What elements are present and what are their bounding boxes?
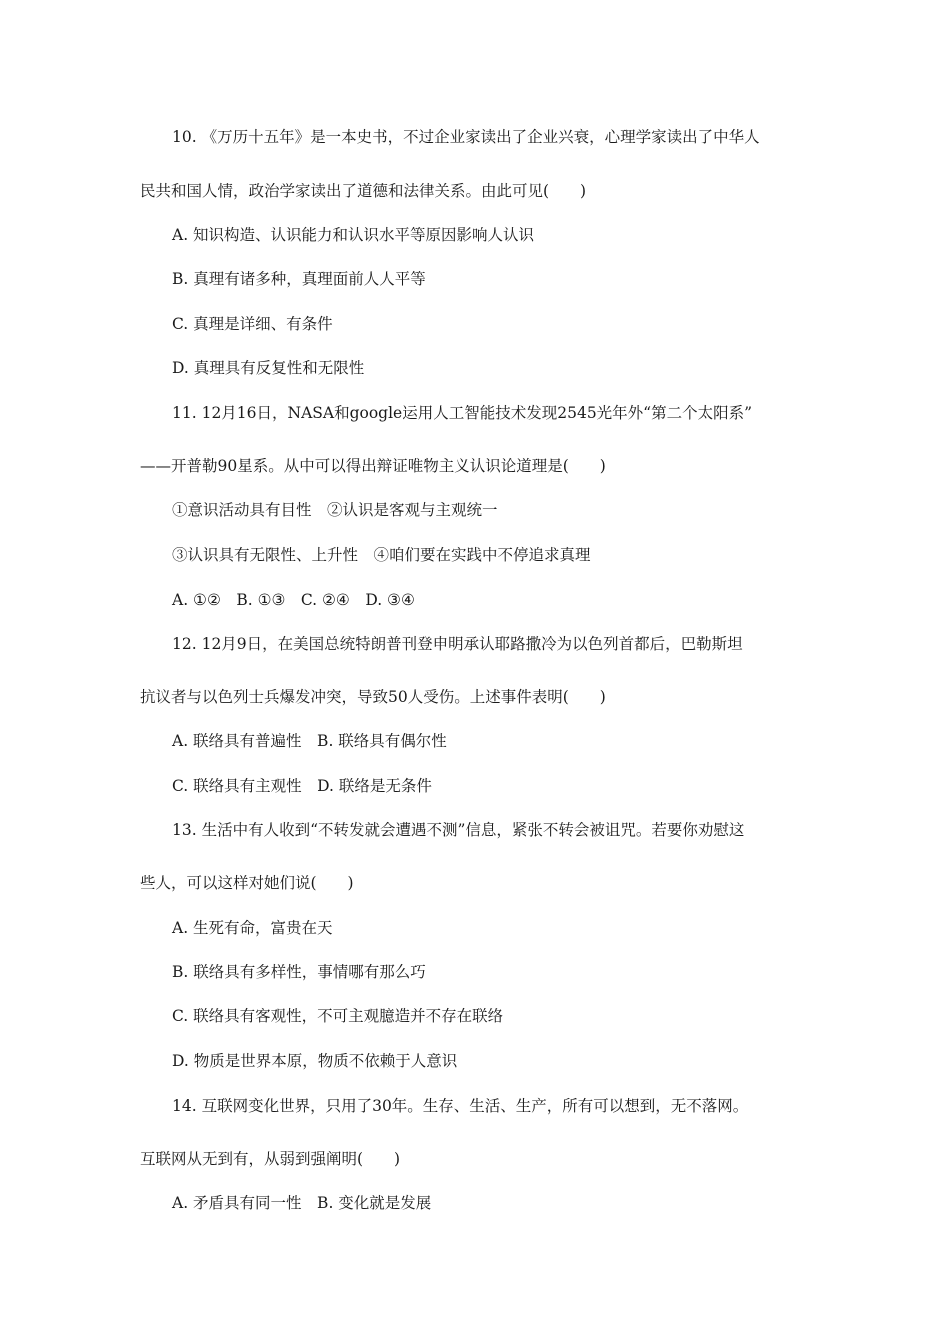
- question-10-stem-line2: 民共和国人情，政治学家读出了道德和法律关系。由此可见( ): [140, 182, 587, 200]
- question-10-option-b: B. 真理有诸多种，真理面前人人平等: [172, 270, 426, 288]
- question-14-stem-line1: 14. 互联网变化世界，只用了30年。生存、生活、生产，所有可以想到，无不落网。: [172, 1097, 749, 1115]
- question-13-option-a: A. 生死有命，富贵在天: [172, 919, 333, 937]
- question-13-stem-line1: 13. 生活中有人收到“不转发就会遭遇不测”信息，紧张不转会被诅咒。若要你劝慰这: [172, 821, 745, 839]
- question-11-statements-1-2: ①意识活动具有目性 ②认识是客观与主观统一: [172, 501, 498, 519]
- question-13-option-c: C. 联络具有客观性，不可主观臆造并不存在联络: [172, 1007, 504, 1025]
- question-10-option-a: A. 知识构造、认识能力和认识水平等原因影响人认识: [172, 226, 535, 244]
- question-12-options-a-b: A. 联络具有普遍性 B. 联络具有偶尔性: [172, 732, 447, 750]
- question-13-option-d: D. 物质是世界本原，物质不依赖于人意识: [172, 1052, 458, 1070]
- question-11-stem-line1: 11. 12月16日，NASA和google运用人工智能技术发现2545光年外“第二个太阳系”: [172, 404, 753, 422]
- question-11-statements-3-4: ③认识具有无限性、上升性 ④咱们要在实践中不停追求真理: [172, 546, 591, 564]
- question-14-stem-line2: 互联网从无到有，从弱到强阐明( ): [140, 1150, 401, 1168]
- question-12-stem-line1: 12. 12月9日，在美国总统特朗普刊登申明承认耶路撒冷为以色列首都后，巴勒斯坦: [172, 635, 743, 653]
- question-13-option-b: B. 联络具有多样性，事情哪有那么巧: [172, 963, 426, 981]
- question-10-stem-line1: 10. 《万历十五年》是一本史书，不过企业家读出了企业兴衰，心理学家读出了中华人: [172, 128, 760, 146]
- question-14-options-a-b: A. 矛盾具有同一性 B. 变化就是发展: [172, 1194, 432, 1212]
- question-11-stem-line2: ——开普勒90星系。从中可以得出辩证唯物主义认识论道理是( ): [140, 457, 606, 475]
- question-10-option-c: C. 真理是详细、有条件: [172, 315, 333, 333]
- question-11-options: A. ①② B. ①③ C. ②④ D. ③④: [172, 591, 415, 609]
- question-10-option-d: D. 真理具有反复性和无限性: [172, 359, 365, 377]
- question-13-stem-line2: 些人，可以这样对她们说( ): [140, 874, 354, 892]
- question-12-options-c-d: C. 联络具有主观性 D. 联络是无条件: [172, 777, 432, 795]
- question-12-stem-line2: 抗议者与以色列士兵爆发冲突，导致50人受伤。上述事件表明( ): [140, 688, 606, 706]
